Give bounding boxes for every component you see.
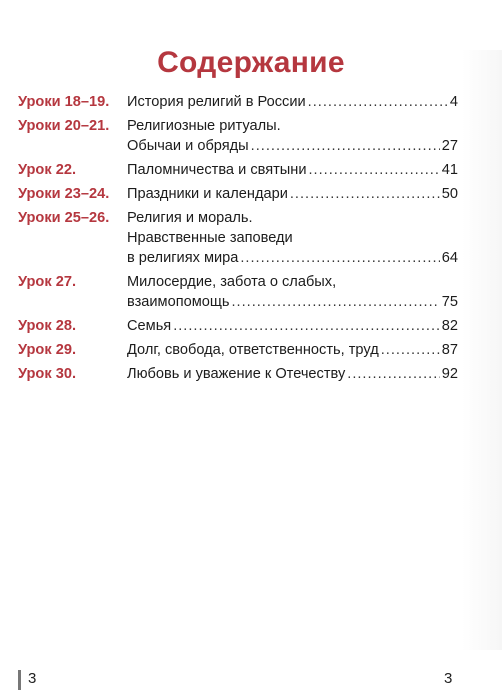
table-of-contents (18, 92, 458, 384)
toc-page-number: 64 (441, 250, 458, 266)
toc-lesson-label: Урок 28. (18, 318, 76, 334)
toc-entry-title-line: Нравственные заповеди (127, 230, 293, 246)
page-edge-marker (18, 670, 21, 690)
leader-dots (231, 292, 439, 312)
toc-entry[interactable] (18, 364, 458, 384)
leader-dots (381, 340, 440, 360)
toc-entry-title-line: Религия и мораль. (127, 210, 253, 226)
toc-lesson-label: Уроки 23–24. (18, 186, 110, 202)
toc-entry[interactable] (18, 92, 458, 112)
page-number-right: 3 (444, 670, 453, 687)
toc-lesson-label: Урок 29. (18, 342, 76, 358)
toc-entry[interactable] (18, 340, 458, 360)
leader-dots (290, 184, 440, 204)
toc-entry[interactable] (18, 316, 458, 336)
toc-entry[interactable] (18, 272, 458, 312)
toc-entry-title: в религиях мира (127, 250, 239, 266)
toc-lesson-label: Уроки 18–19. (18, 94, 110, 110)
toc-entry-title: Паломничества и святыни (127, 162, 307, 178)
toc-entry[interactable] (18, 208, 458, 268)
page-number-left: 3 (28, 670, 37, 687)
toc-page-number: 92 (441, 366, 458, 382)
toc-entry[interactable] (18, 116, 458, 156)
toc-page-number: 41 (441, 162, 458, 178)
toc-entry-title: Любовь и уважение к Отечеству (127, 366, 346, 382)
leader-dots (309, 160, 440, 180)
toc-lesson-label: Урок 22. (18, 162, 76, 178)
leader-dots (173, 316, 440, 336)
page-bleed-through (462, 50, 502, 650)
page-title: Содержание (157, 46, 345, 79)
toc-page-number: 75 (441, 294, 458, 310)
toc-lesson-label: Урок 27. (18, 274, 76, 290)
toc-lesson-label: Уроки 20–21. (18, 118, 110, 134)
toc-page-number: 87 (441, 342, 458, 358)
toc-entry-title: взаимопомощь (127, 294, 230, 310)
toc-page-number: 50 (441, 186, 458, 202)
toc-entry-title: Обычаи и обряды (127, 138, 249, 154)
toc-entry-title: Семья (127, 318, 172, 334)
toc-entry[interactable] (18, 160, 458, 180)
leader-dots (308, 92, 448, 112)
toc-entry-title: История религий в России (127, 94, 306, 110)
leader-dots (251, 136, 440, 156)
toc-entry-title: Долг, свобода, ответственность, труд (127, 342, 379, 358)
toc-lesson-label: Урок 30. (18, 366, 76, 382)
leader-dots (240, 248, 439, 268)
toc-entry-title-line: Милосердие, забота о слабых, (127, 274, 337, 290)
toc-entry-title-line: Религиозные ритуалы. (127, 118, 281, 134)
toc-page-number: 27 (441, 138, 458, 154)
toc-page-number: 4 (449, 94, 458, 110)
toc-entry-title: Праздники и календари (127, 186, 288, 202)
leader-dots (347, 364, 440, 384)
toc-page-number: 82 (441, 318, 458, 334)
toc-lesson-label: Уроки 25–26. (18, 210, 110, 226)
toc-entry[interactable] (18, 184, 458, 204)
